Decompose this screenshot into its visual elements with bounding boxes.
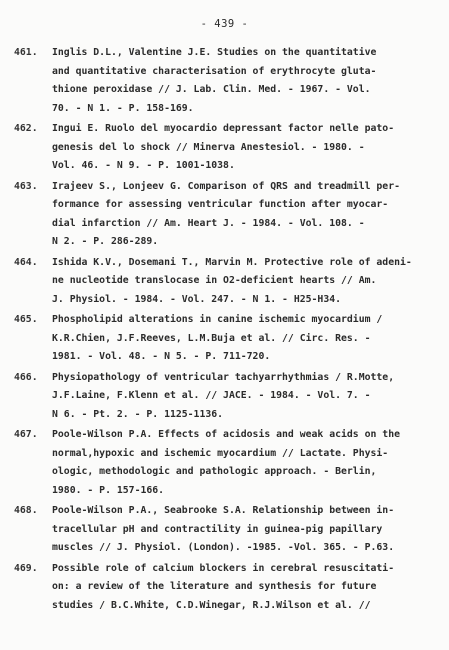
reference-entry	[14, 502, 438, 558]
reference-entry	[14, 44, 438, 118]
reference-line: tracellular pH and contractility in guinea-pig papillary	[52, 523, 383, 535]
reference-number: 467.	[14, 429, 38, 440]
reference-line: N 6. - Pt. 2. - P. 1125-1136.	[52, 408, 224, 420]
reference-line: Inglis D.L., Valentine J.E. Studies on the quantitative	[52, 47, 377, 58]
reference-text	[52, 254, 438, 310]
reference-number: 461.	[14, 47, 38, 58]
reference-text	[52, 426, 438, 500]
reference-line: 1980. - P. 157-166.	[52, 484, 165, 496]
reference-text	[52, 120, 438, 176]
reference-line: studies / B.C.White, C.D.Winegar, R.J.Wilson et al. //	[52, 599, 371, 611]
reference-entry	[14, 254, 438, 310]
reference-entry	[14, 311, 438, 367]
reference-line: and quantitative characterisation of erythrocyte gluta-	[52, 65, 377, 77]
reference-list	[14, 44, 438, 617]
reference-line: ne nucleotide translocase in O2-deficient hearts // Am.	[52, 275, 377, 286]
reference-line: ologic, methodologic and pathologic approach. - Berlin,	[52, 466, 377, 477]
reference-text	[52, 178, 438, 252]
reference-text	[52, 44, 438, 118]
reference-line: 1981. - Vol. 48. - N 5. - P. 711-720.	[52, 351, 271, 362]
reference-line: N 2. - P. 286-289.	[52, 236, 159, 247]
reference-number: 465.	[14, 314, 38, 325]
reference-text	[52, 502, 438, 558]
reference-line: Ingui E. Ruolo del myocardio depressant factor nelle pato-	[52, 123, 395, 134]
reference-line: J. Physiol. - 1984. - Vol. 247. - N 1. - H25-H34.	[52, 293, 342, 305]
page-number: - 439 -	[200, 18, 249, 30]
reference-line: Vol. 46. - N 9. - P. 1001-1038.	[52, 160, 235, 171]
reference-number: 468.	[14, 505, 38, 516]
reference-text	[52, 369, 438, 425]
reference-text	[52, 311, 438, 367]
reference-line: dial infarction // Am. Heart J. - 1984. - Vol. 108. -	[52, 217, 365, 229]
reference-line: thione peroxidase // J. Lab. Clin. Med. - 1967. - Vol.	[52, 84, 371, 95]
reference-entry	[14, 120, 438, 176]
reference-entry	[14, 560, 438, 616]
reference-number: 464.	[14, 256, 38, 268]
reference-line: Possible role of calcium blockers in cerebral resuscitati-	[52, 562, 395, 574]
reference-line: Irajeev S., Lonjeev G. Comparison of QRS and treadmill per-	[52, 180, 400, 192]
reference-line: Ishida K.V., Dosemani T., Marvin M. Protective role of adeni-	[52, 256, 412, 268]
reference-entry	[14, 426, 438, 500]
reference-number: 466.	[14, 371, 38, 383]
reference-line: genesis del lo shock // Minerva Anestesiol. - 1980. -	[52, 141, 365, 153]
reference-line: 70. - N 1. - P. 158-169.	[52, 102, 194, 114]
reference-line: on: a review of the literature and synthesis for future	[52, 581, 377, 592]
reference-line: formance for assessing ventricular function after myocar-	[52, 199, 389, 210]
reference-number: 462.	[14, 123, 38, 134]
reference-line: muscles // J. Physiol. (London). -1985. -Vol. 365. - P.63.	[52, 542, 395, 553]
reference-number: 469.	[14, 562, 38, 574]
reference-line: Physiopathology of ventricular tachyarrhythmias / R.Motte,	[52, 371, 395, 383]
reference-line: K.R.Chien, J.F.Reeves, L.M.Buja et al. // Circ. Res. -	[52, 332, 371, 344]
reference-line: Poole-Wilson P.A., Seabrooke S.A. Relationship between in-	[52, 505, 395, 516]
reference-entry	[14, 369, 438, 425]
reference-line: normal,hypoxic and ischemic myocardium // Lactate. Physi-	[52, 447, 389, 459]
reference-entry	[14, 178, 438, 252]
reference-line: J.F.Laine, F.Klenn et al. // JACE. - 1984. - Vol. 7. -	[52, 390, 371, 401]
reference-line: Phospholipid alterations in canine ischemic myocardium /	[52, 314, 383, 325]
reference-text	[52, 560, 438, 616]
reference-number: 463.	[14, 180, 38, 192]
reference-line: Poole-Wilson P.A. Effects of acidosis and weak acids on the	[52, 429, 400, 440]
